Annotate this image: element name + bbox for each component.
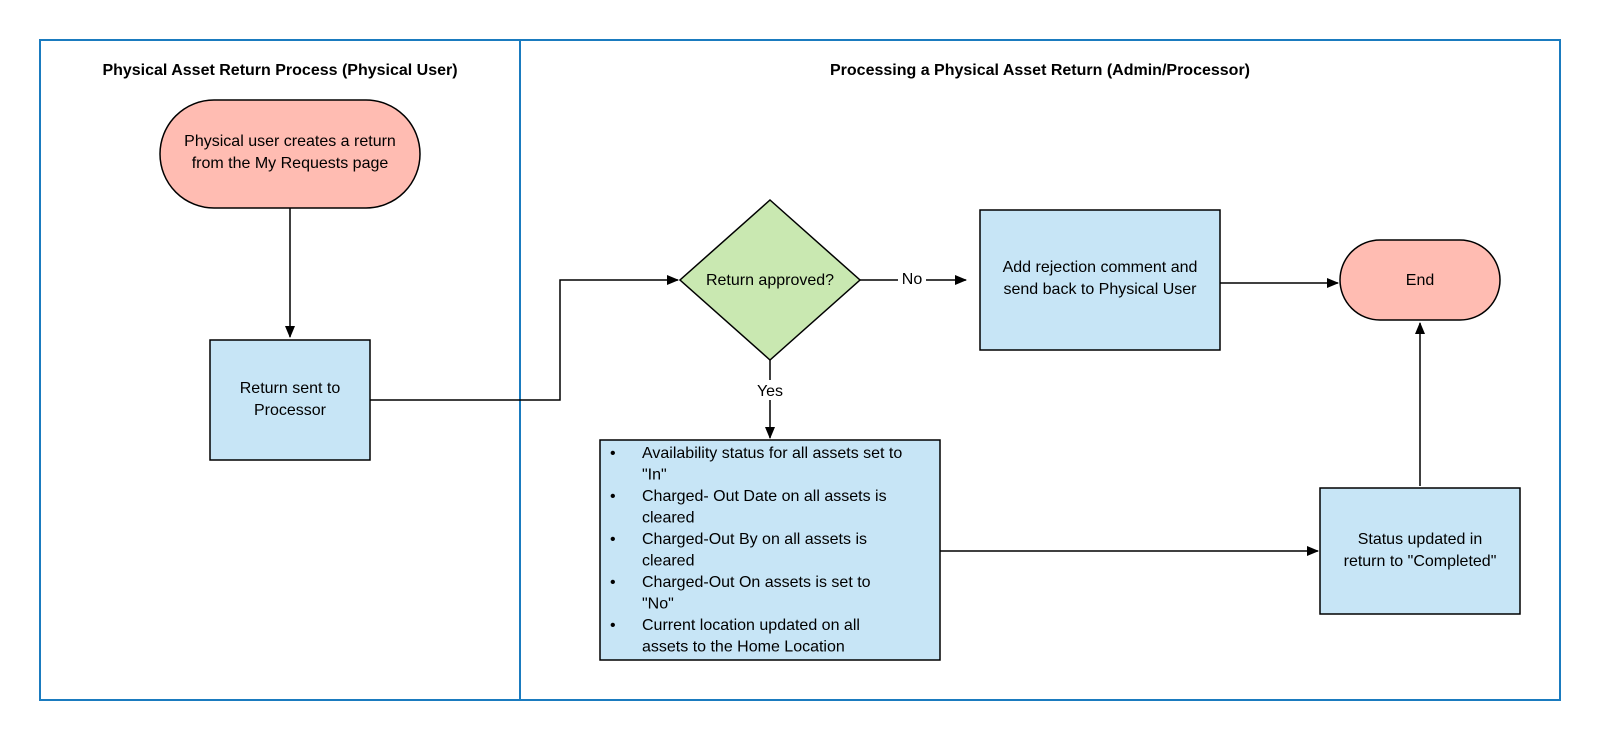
start-text-1: Physical user creates a return: [184, 133, 396, 150]
bullet-icon: •: [610, 574, 616, 591]
sent-text-1: Return sent to: [239, 380, 341, 397]
bullet-item-text: cleared: [642, 509, 695, 527]
start-text-2: from the My Requests page: [191, 155, 389, 172]
lane-title-admin-processor: Processing a Physical Asset Return (Admin/Processor): [830, 62, 1250, 79]
bullet-item-text: Current location updated on all: [642, 617, 860, 634]
bullet-item-text: Availability status for all assets set to: [642, 445, 903, 462]
completed-text-2: return to "Completed": [1343, 553, 1497, 570]
rejection-process: [980, 210, 1220, 350]
reject-text-2: send back to Physical User: [1003, 281, 1197, 298]
status-completed-process: [1320, 488, 1520, 614]
edge-label-no: No: [901, 271, 923, 288]
bullet-icon: •: [610, 617, 616, 634]
sent-text-2: Processor: [253, 402, 327, 419]
edge-label-yes: Yes: [756, 383, 784, 400]
bullet-icon: •: [610, 531, 616, 548]
start-terminal: [160, 100, 420, 208]
bullet-icon: •: [610, 445, 616, 462]
bullet-item-text: "In": [642, 466, 667, 484]
decision-text: Return approved?: [705, 272, 835, 289]
lane-title-physical-user: Physical Asset Return Process (Physical User): [102, 62, 458, 79]
bullet-item-text: cleared: [642, 552, 695, 570]
reject-text-1: Add rejection comment and: [1002, 259, 1198, 276]
bullet-item-text: "No": [642, 595, 674, 613]
completed-text-1: Status updated in: [1357, 531, 1483, 548]
bullet-item-text: Charged- Out Date on all assets is: [642, 488, 887, 505]
bullet-icon: •: [610, 488, 616, 505]
edge-sent-to-decision: [370, 280, 678, 400]
bullet-item-text: assets to the Home Location: [642, 638, 845, 656]
end-text: End: [1405, 272, 1435, 289]
bullet-item-text: Charged-Out By on all assets is: [642, 531, 867, 548]
return-sent-process: [210, 340, 370, 460]
bullet-item-text: Charged-Out On assets is set to: [642, 574, 871, 591]
